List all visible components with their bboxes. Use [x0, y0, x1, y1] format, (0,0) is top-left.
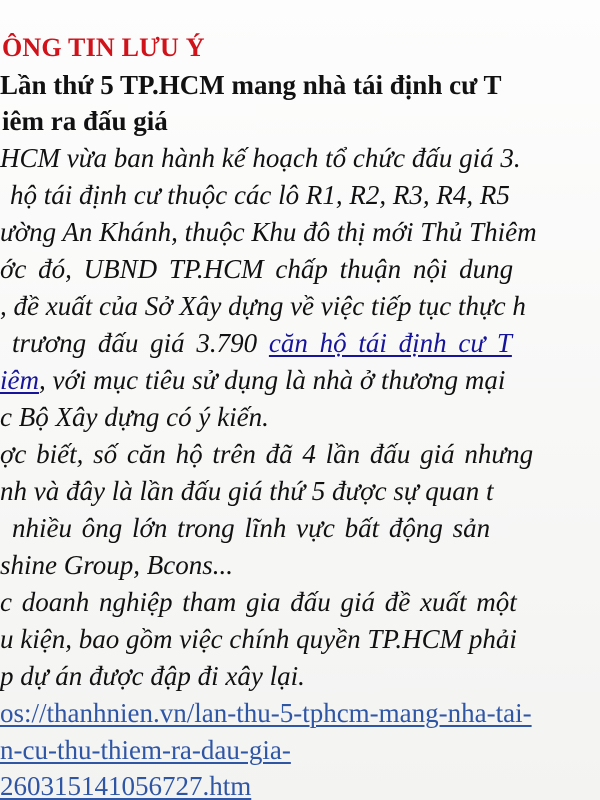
body-line-7-text: , với mục tiêu sử dụng là nhà ở thương mại: [38, 365, 506, 395]
body-line-15: p dự án được đập đi xây lại.: [0, 661, 305, 691]
article-title-line-2: iêm ra đấu giá: [2, 106, 168, 136]
body-line-2: hộ tái định cư thuộc các lô R1, R2, R3, R4, R5: [10, 180, 510, 210]
body-line-14: u kiện, bao gồm việc chính quyền TP.HCM phải: [0, 624, 517, 654]
article-inline-link-continued[interactable]: iêm: [0, 365, 39, 395]
body-line-9: ợc biết, số căn hộ trên đã 4 lần đấu giá nhưng: [0, 439, 534, 469]
source-url-line-3[interactable]: 260315141056727.htm: [0, 771, 252, 800]
source-url-line-2[interactable]: n-cu-thu-thiem-ra-dau-gia-: [0, 735, 291, 765]
body-line-10: nh và đây là lần đấu giá thứ 5 được sự quan t: [0, 476, 494, 506]
body-line-12: shine Group, Bcons...: [0, 550, 233, 580]
body-line-1: HCM vừa ban hành kế hoạch tổ chức đấu giá 3.: [0, 143, 521, 173]
body-line-3: ường An Khánh, thuộc Khu đô thị mới Thủ Thiêm: [0, 217, 537, 247]
body-line-6-text: trương đấu giá 3.790: [12, 328, 269, 358]
section-header: ÔNG TIN LƯU Ý: [2, 33, 205, 62]
article-inline-link[interactable]: căn hộ tái định cư T: [268, 328, 512, 358]
body-line-7: [0, 367, 505, 394]
body-line-13: c doanh nghiệp tham gia đấu giá đề xuất một: [0, 587, 517, 617]
body-line-6: [12, 330, 512, 357]
body-line-8: c Bộ Xây dựng có ý kiến.: [0, 402, 269, 432]
body-line-5: , đề xuất của Sở Xây dựng về việc tiếp tục thực h: [0, 291, 526, 321]
body-line-4: ớc đó, UBND TP.HCM chấp thuận nội dung: [0, 254, 514, 284]
article-title-line-1: Lần thứ 5 TP.HCM mang nhà tái định cư T: [0, 70, 502, 100]
source-url-line-1[interactable]: os://thanhnien.vn/lan-thu-5-tphcm-mang-nha-tai-: [0, 698, 532, 728]
body-line-11: nhiều ông lớn trong lĩnh vực bất động sản: [12, 513, 491, 543]
